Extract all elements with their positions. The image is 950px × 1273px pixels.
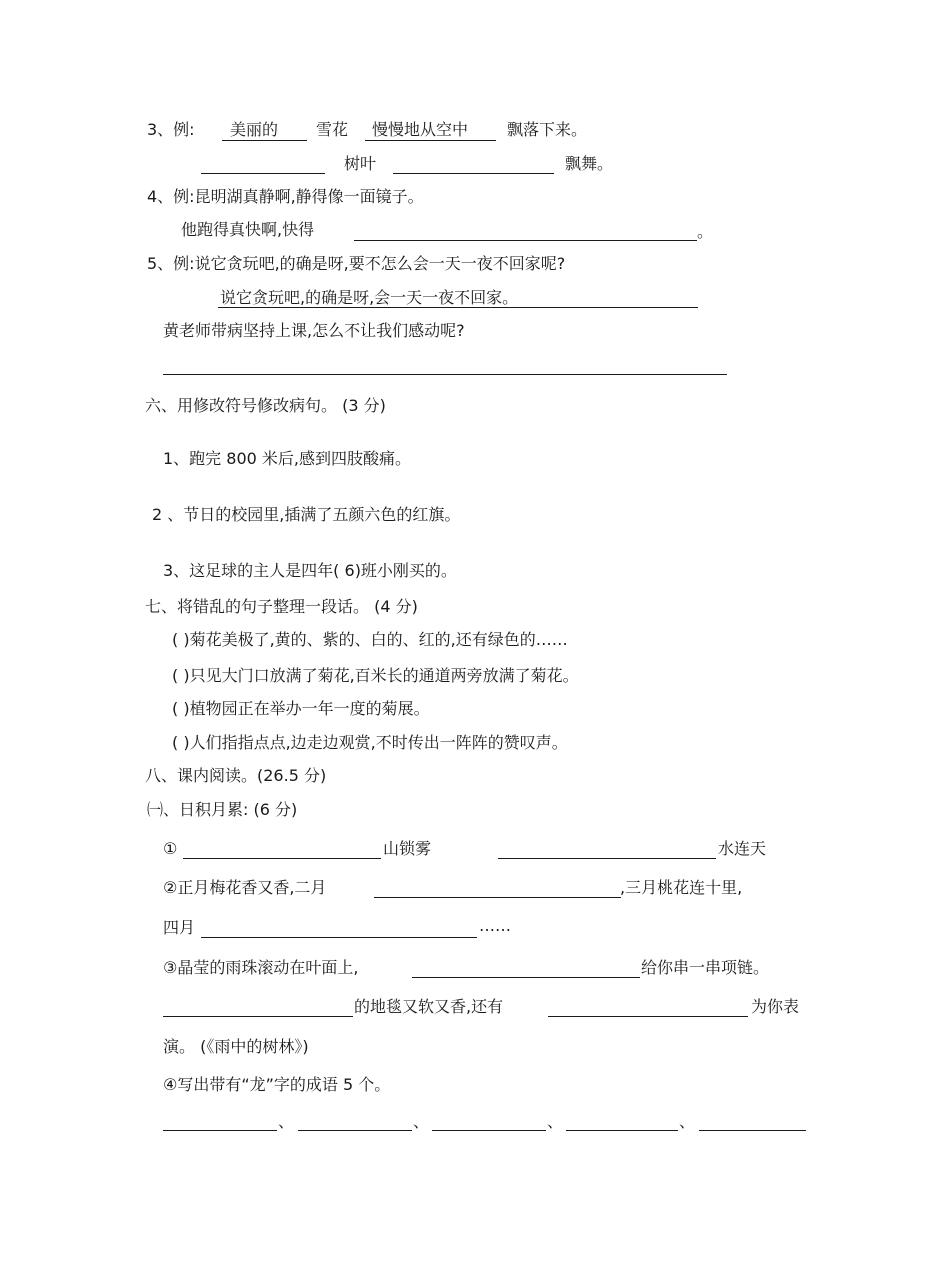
s8-item1-text-1: 山锁雾	[383, 839, 432, 858]
section6-item-2: 2 、节日的校园里,插满了五颜六色的红旗。	[152, 505, 461, 524]
s8-item2-blank-2[interactable]	[201, 937, 477, 938]
q3-word-leaf: 树叶	[344, 154, 377, 173]
s8-item4-blank-1[interactable]	[163, 1130, 277, 1131]
s8-item3-text-3: 的地毯又软又香,还有	[354, 997, 504, 1016]
s8-item4-blank-2[interactable]	[298, 1130, 412, 1131]
s8-item4-separator-3: 、	[547, 1112, 564, 1131]
section7-item-4: ( )人们指指点点,边走边观赏,不时传出一阵阵的赞叹声。	[172, 733, 568, 752]
q4-end: 。	[697, 222, 714, 241]
s8-item2-text-1: ②正月梅花香又香,二月	[163, 878, 327, 897]
s8-item1-blank-1[interactable]	[183, 858, 381, 859]
section6-heading: 六、用修改符号修改病句。 (3 分)	[145, 396, 386, 415]
s8-item3-blank-2[interactable]	[163, 1016, 353, 1017]
s8-item3-text-4: 为你表	[751, 997, 800, 1016]
q3-example-adjective: 美丽的	[230, 120, 279, 139]
s8-item2-text-2: ,三月桃花连十里,	[620, 878, 743, 897]
q3-ending-2: 飘舞。	[565, 154, 614, 173]
s8-item2-ellipsis: ……	[479, 916, 511, 935]
s8-item4-blank-4[interactable]	[566, 1130, 678, 1131]
s8-item3-blank-1[interactable]	[412, 977, 640, 978]
s8-item3-text-2: 给你串一串项链。	[641, 958, 770, 977]
q5-example-answer: 说它贪玩吧,的确是呀,会一天一夜不回家。	[220, 288, 519, 307]
q3-blank-1[interactable]	[201, 173, 325, 174]
s8-item4-separator-2: 、	[413, 1112, 430, 1131]
q3-ending-1: 飘落下来。	[507, 120, 588, 139]
q3-label: 3、例:	[147, 120, 195, 139]
q5-prompt: 黄老师带病坚持上课,怎么不让我们感动呢?	[163, 321, 465, 340]
q3-blank-2[interactable]	[393, 173, 554, 174]
q3-example-adverbial: 慢慢地从空中	[372, 120, 469, 139]
s8-item2-blank-1[interactable]	[374, 897, 621, 898]
section7-item-1: ( )菊花美极了,黄的、紫的、白的、红的,还有绿色的……	[172, 630, 568, 649]
s8-item1-marker: ①	[163, 839, 178, 858]
q5-blank[interactable]	[163, 374, 727, 375]
q3-example-underline-2	[365, 140, 496, 141]
q5-label: 5、例:说它贪玩吧,的确是呀,要不怎么会一天一夜不回家呢?	[147, 254, 566, 273]
s8-item3-blank-3[interactable]	[548, 1016, 748, 1017]
s8-item3-text-1: ③晶莹的雨珠滚动在叶面上,	[163, 958, 359, 977]
s8-item4-blank-5[interactable]	[699, 1130, 806, 1131]
q4-blank[interactable]	[354, 240, 697, 241]
section6-item-3: 3、这足球的主人是四年( 6)班小刚买的。	[163, 561, 457, 580]
section8-heading: 八、课内阅读。(26.5 分)	[145, 766, 327, 785]
section7-item-3: ( )植物园正在举办一年一度的菊展。	[172, 699, 430, 718]
s8-item4-separator-4: 、	[679, 1112, 696, 1131]
s8-item2-text-3: 四月	[163, 918, 196, 937]
q4-prompt: 他跑得真快啊,快得	[181, 220, 315, 239]
q4-label: 4、例:昆明湖真静啊,静得像一面镜子。	[147, 187, 424, 206]
s8-item3-text-5: 演。 (《雨中的树林》)	[163, 1037, 309, 1056]
s8-item4-text: ④写出带有“龙”字的成语 5 个。	[163, 1075, 391, 1094]
s8-item1-blank-2[interactable]	[498, 858, 716, 859]
section8-subheading: ㈠、日积月累: (6 分)	[147, 800, 298, 819]
section6-item-1: 1、跑完 800 米后,感到四肢酸痛。	[163, 449, 411, 468]
s8-item1-text-2: 水连天	[718, 839, 767, 858]
q3-word-snow: 雪花	[316, 120, 349, 139]
section7-item-2: ( )只见大门口放满了菊花,百米长的通道两旁放满了菊花。	[172, 666, 579, 685]
q5-example-underline	[218, 307, 698, 308]
s8-item4-blank-3[interactable]	[432, 1130, 546, 1131]
section7-heading: 七、将错乱的句子整理一段话。 (4 分)	[145, 597, 418, 616]
q3-example-underline-1	[222, 140, 307, 141]
s8-item4-separator-1: 、	[278, 1112, 295, 1131]
